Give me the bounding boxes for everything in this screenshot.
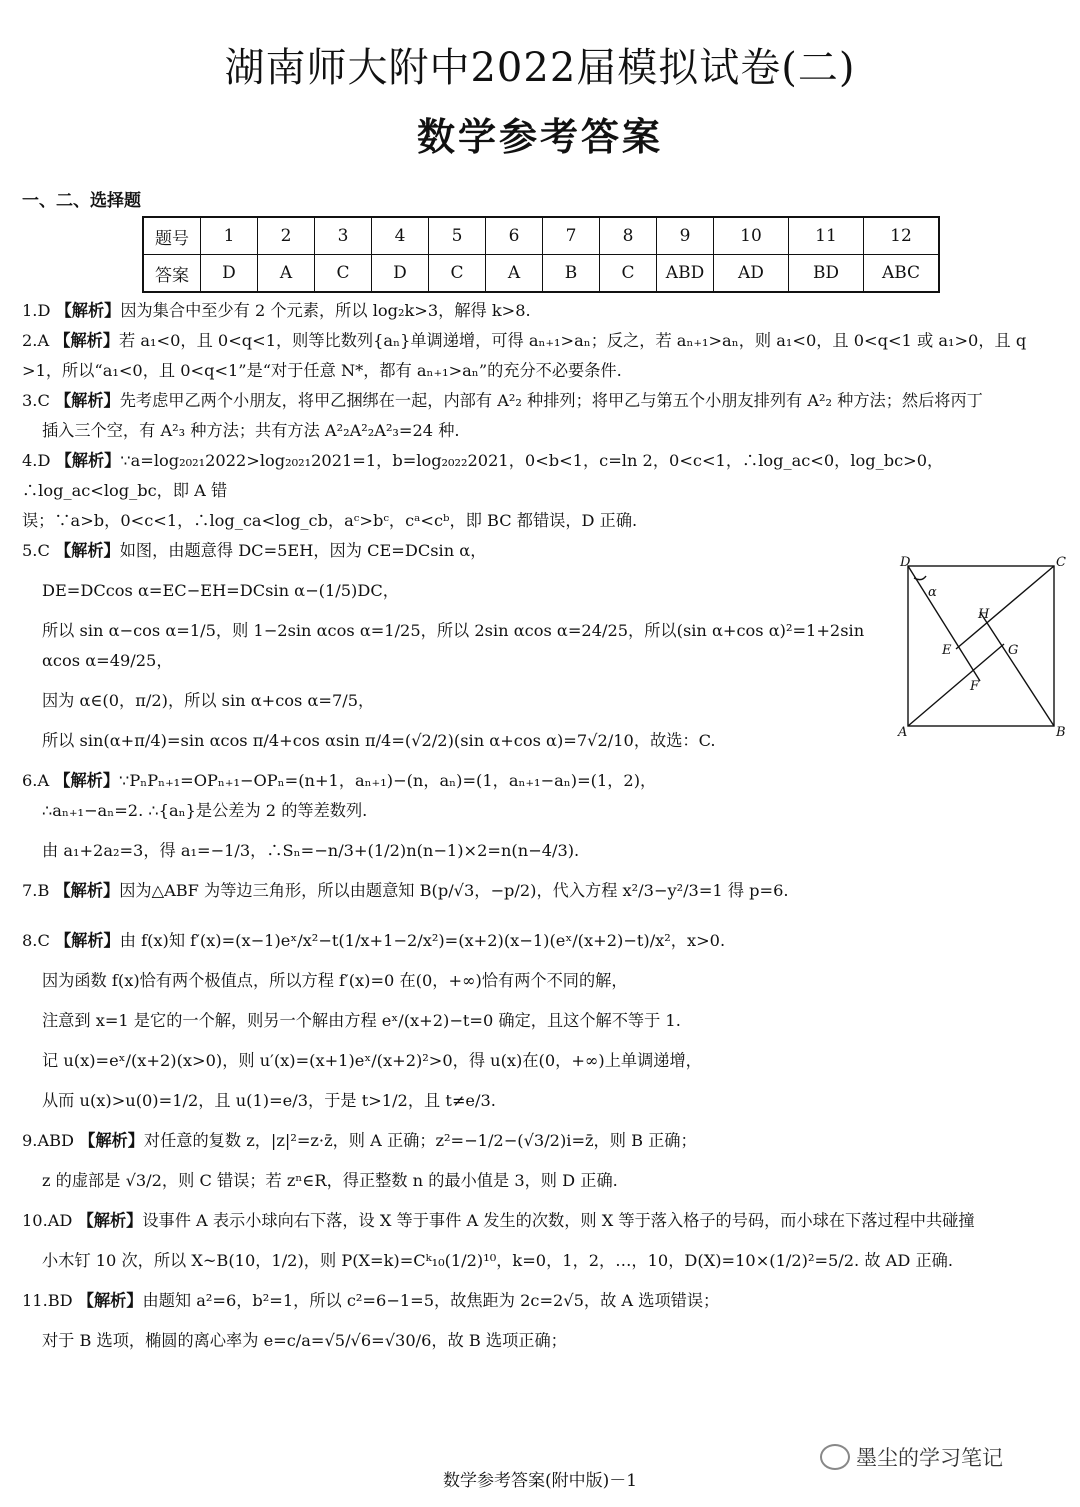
table-cell: 11 [789,217,864,255]
solution-9-line2: z 的虚部是 √3/2，则 C 错误；若 zⁿ∈R，得正整数 n 的最小值是 3，则 D 正确. [42,1171,618,1190]
solution-1: 1.D 【解析】因为集合中至少有 2 个元素，所以 log₂k>3，解得 k>8. [22,301,531,320]
solution-6-line3: 由 a₁+2a₂=3，得 a₁=−1/3，∴Sₙ=−n/3+(1/2)n(n−1)×2=n(n−4/3). [42,841,580,860]
table-cell: AD [714,255,789,293]
table-cell: 12 [864,217,940,255]
solution-3-cont: 插入三个空，有 A²₃ 种方法；共有方法 A²₂A²₂A²₃=24 种. [42,421,460,440]
table-cell: C [600,255,657,293]
table-header-cell: 题号 [143,217,201,255]
table-cell: D [201,255,258,293]
solution-5-line2: DE=DCcos α=EC−EH=DCsin α−(1/5)DC， [42,581,399,600]
table-cell: 2 [258,217,315,255]
table-cell: 9 [657,217,714,255]
label-h: H [978,607,990,622]
table-cell: ABC [864,255,940,293]
solution-4-cont: 误；∵a>b，0<c<1，∴log_ca<log_cb，aᶜ>bᶜ，cᵃ<cᵇ，即 BC 都错误，D 正确. [22,511,638,530]
figure-line-ag [908,644,1004,726]
table-cell: 7 [543,217,600,255]
solution-10-line2: 小木钉 10 次，所以 X~B(10，1/2)，则 P(X=k)=Cᵏ₁₀(1/2)¹⁰，k=0，1，2，…，10，D(X)=10×(1/2)²=5/2. 故 AD 正确. [42,1251,954,1270]
figure-line-ce [956,566,1054,649]
solution-6: 6.A 【解析】∵PₙPₙ₊₁=OPₙ₊₁−OPₙ=(n+1，aₙ₊₁)−(n，aₙ)=(1，aₙ₊₁−aₙ)=(1，2)， [22,771,657,790]
table-cell: 4 [372,217,429,255]
solution-5-line5: 所以 sin(α+π/4)=sin αcos π/4+cos αsin π/4=(√2/2)(sin α+cos α)=7√2/10，故选：C. [42,731,716,750]
solution-10: 10.AD 【解析】设事件 A 表示小球向右下落，设 X 等于事件 A 发生的次数，则 X 等于落入格子的号码，而小球在下落过程中共碰撞 [22,1211,975,1230]
table-cell: ABD [657,255,714,293]
solution-5-line3: 所以 sin α−cos α=1/5，则 1−2sin αcos α=1/25，所以 2sin αcos α=24/25，所以(sin α+cos α)²=1+2sin αcos α=49/25， [42,621,865,670]
table-cell: 5 [429,217,486,255]
table-cell: C [315,255,372,293]
table-cell: 3 [315,217,372,255]
label-a: A [898,725,908,738]
watermark-text: 墨尘的学习笔记 [856,1446,1003,1470]
solution-7: 7.B 【解析】因为△ABF 为等边三角形，所以由题意知 B(p/√3，−p/2)，代入方程 x²/3−y²/3=1 得 p=6. [22,881,789,900]
table-cell: 6 [486,217,543,255]
table-cell: 8 [600,217,657,255]
solutions-body [22,296,1066,1356]
table-cell: 10 [714,217,789,255]
answer-table [142,216,940,293]
table-cell: BD [789,255,864,293]
page-footer: 数学参考答案(附中版)－1 [442,1471,638,1491]
page-subtitle: 数学参考答案 [416,114,663,159]
solution-2-cont: >1，所以“a₁<0，且 0<q<1”是“对于任意 N*，都有 aₙ₊₁>aₙ”的充分不必要条件. [22,361,622,380]
label-g: G [1008,643,1019,658]
label-c: C [1056,556,1066,570]
solution-11-line2: 对于 B 选项，椭圆的离心率为 e=c/a=√5/√6=√30/6，故 B 选项正确； [42,1331,567,1350]
solution-8-line2: 因为函数 f(x)恰有两个极值点，所以方程 f′(x)=0 在(0，+∞)恰有两个不同的解， [42,971,628,990]
solution-2: 2.A 【解析】若 a₁<0，且 0<q<1，则等比数列{aₙ}单调递增，可得 aₙ₊₁>aₙ；反之，若 aₙ₊₁>aₙ，则 a₁<0，且 0<q<1 或 a₁>0，且 q [22,331,1027,350]
label-f: F [970,679,980,694]
solution-8-line3: 注意到 x=1 是它的一个解，则另一个解由方程 eˣ/(x+2)−t=0 确定，且这个解不等于 1. [42,1011,681,1030]
figure-line-de [908,566,980,681]
solution-5-line4: 因为 α∈(0，π/2)，所以 sin α+cos α=7/5， [42,691,375,710]
label-e: E [942,643,952,658]
solution-9: 9.ABD 【解析】对任意的复数 z，|z|²=z·z̄，则 A 正确；z²=−1/2−(√3/2)i=z̄，则 B 正确； [22,1131,697,1150]
geometry-figure [896,556,1068,738]
solution-11: 11.BD 【解析】由题知 a²=6，b²=1，所以 c²=6−1=5，故焦距为 2c=2√5，故 A 选项错误； [22,1291,720,1310]
solution-5: 5.C 【解析】如图，由题意得 DC=5EH，因为 CE=DCsin α， [22,541,487,560]
label-alpha: α [928,585,937,600]
label-b: B [1056,725,1066,738]
solution-4: 4.D 【解析】∵a=log₂₀₂₁2022>log₂₀₂₁2021=1，b=log₂₀₂₂2021，0<b<1，c=ln 2，0<c<1，∴log_ac<0，log_bc>0，∴log_ac<log_bc，即 A 错 [22,451,944,500]
solution-8-line4: 记 u(x)=eˣ/(x+2)(x>0)，则 u′(x)=(x+1)eˣ/(x+2)²>0，得 u(x)在(0，+∞)上单调递增， [42,1051,702,1070]
section-heading: 一、二、选择题 [22,191,141,211]
table-header-cell: 答案 [143,255,201,293]
solution-3: 3.C 【解析】先考虑甲乙两个小朋友，将甲乙捆绑在一起，内部有 A²₂ 种排列；将甲乙与第五个小朋友排列有 A²₂ 种方法；然后将丙丁 [22,391,983,410]
figure-line-bh [980,612,1054,726]
table-cell: C [429,255,486,293]
table-row-numbers [143,217,939,255]
page-title: 湖南师大附中2022届模拟试卷(二) [224,45,856,91]
solution-8: 8.C 【解析】由 f(x)知 f′(x)=(x−1)eˣ/x²−t(1/x+1−2/x²)=(x+2)(x−1)(eˣ/(x+2)−t)/x²，x>0. [22,931,726,950]
table-cell: A [486,255,543,293]
table-row-answers [143,255,939,293]
table-cell: 1 [201,217,258,255]
table-cell: D [372,255,429,293]
solution-8-line5: 从而 u(x)>u(0)=1/2，且 u(1)=e/3，于是 t>1/2，且 t≠e/3. [42,1091,496,1110]
solution-6-line2: ∴aₙ₊₁−aₙ=2. ∴{aₙ}是公差为 2 的等差数列. [42,801,368,820]
table-cell: A [258,255,315,293]
label-d: D [900,556,911,570]
table-cell: B [543,255,600,293]
